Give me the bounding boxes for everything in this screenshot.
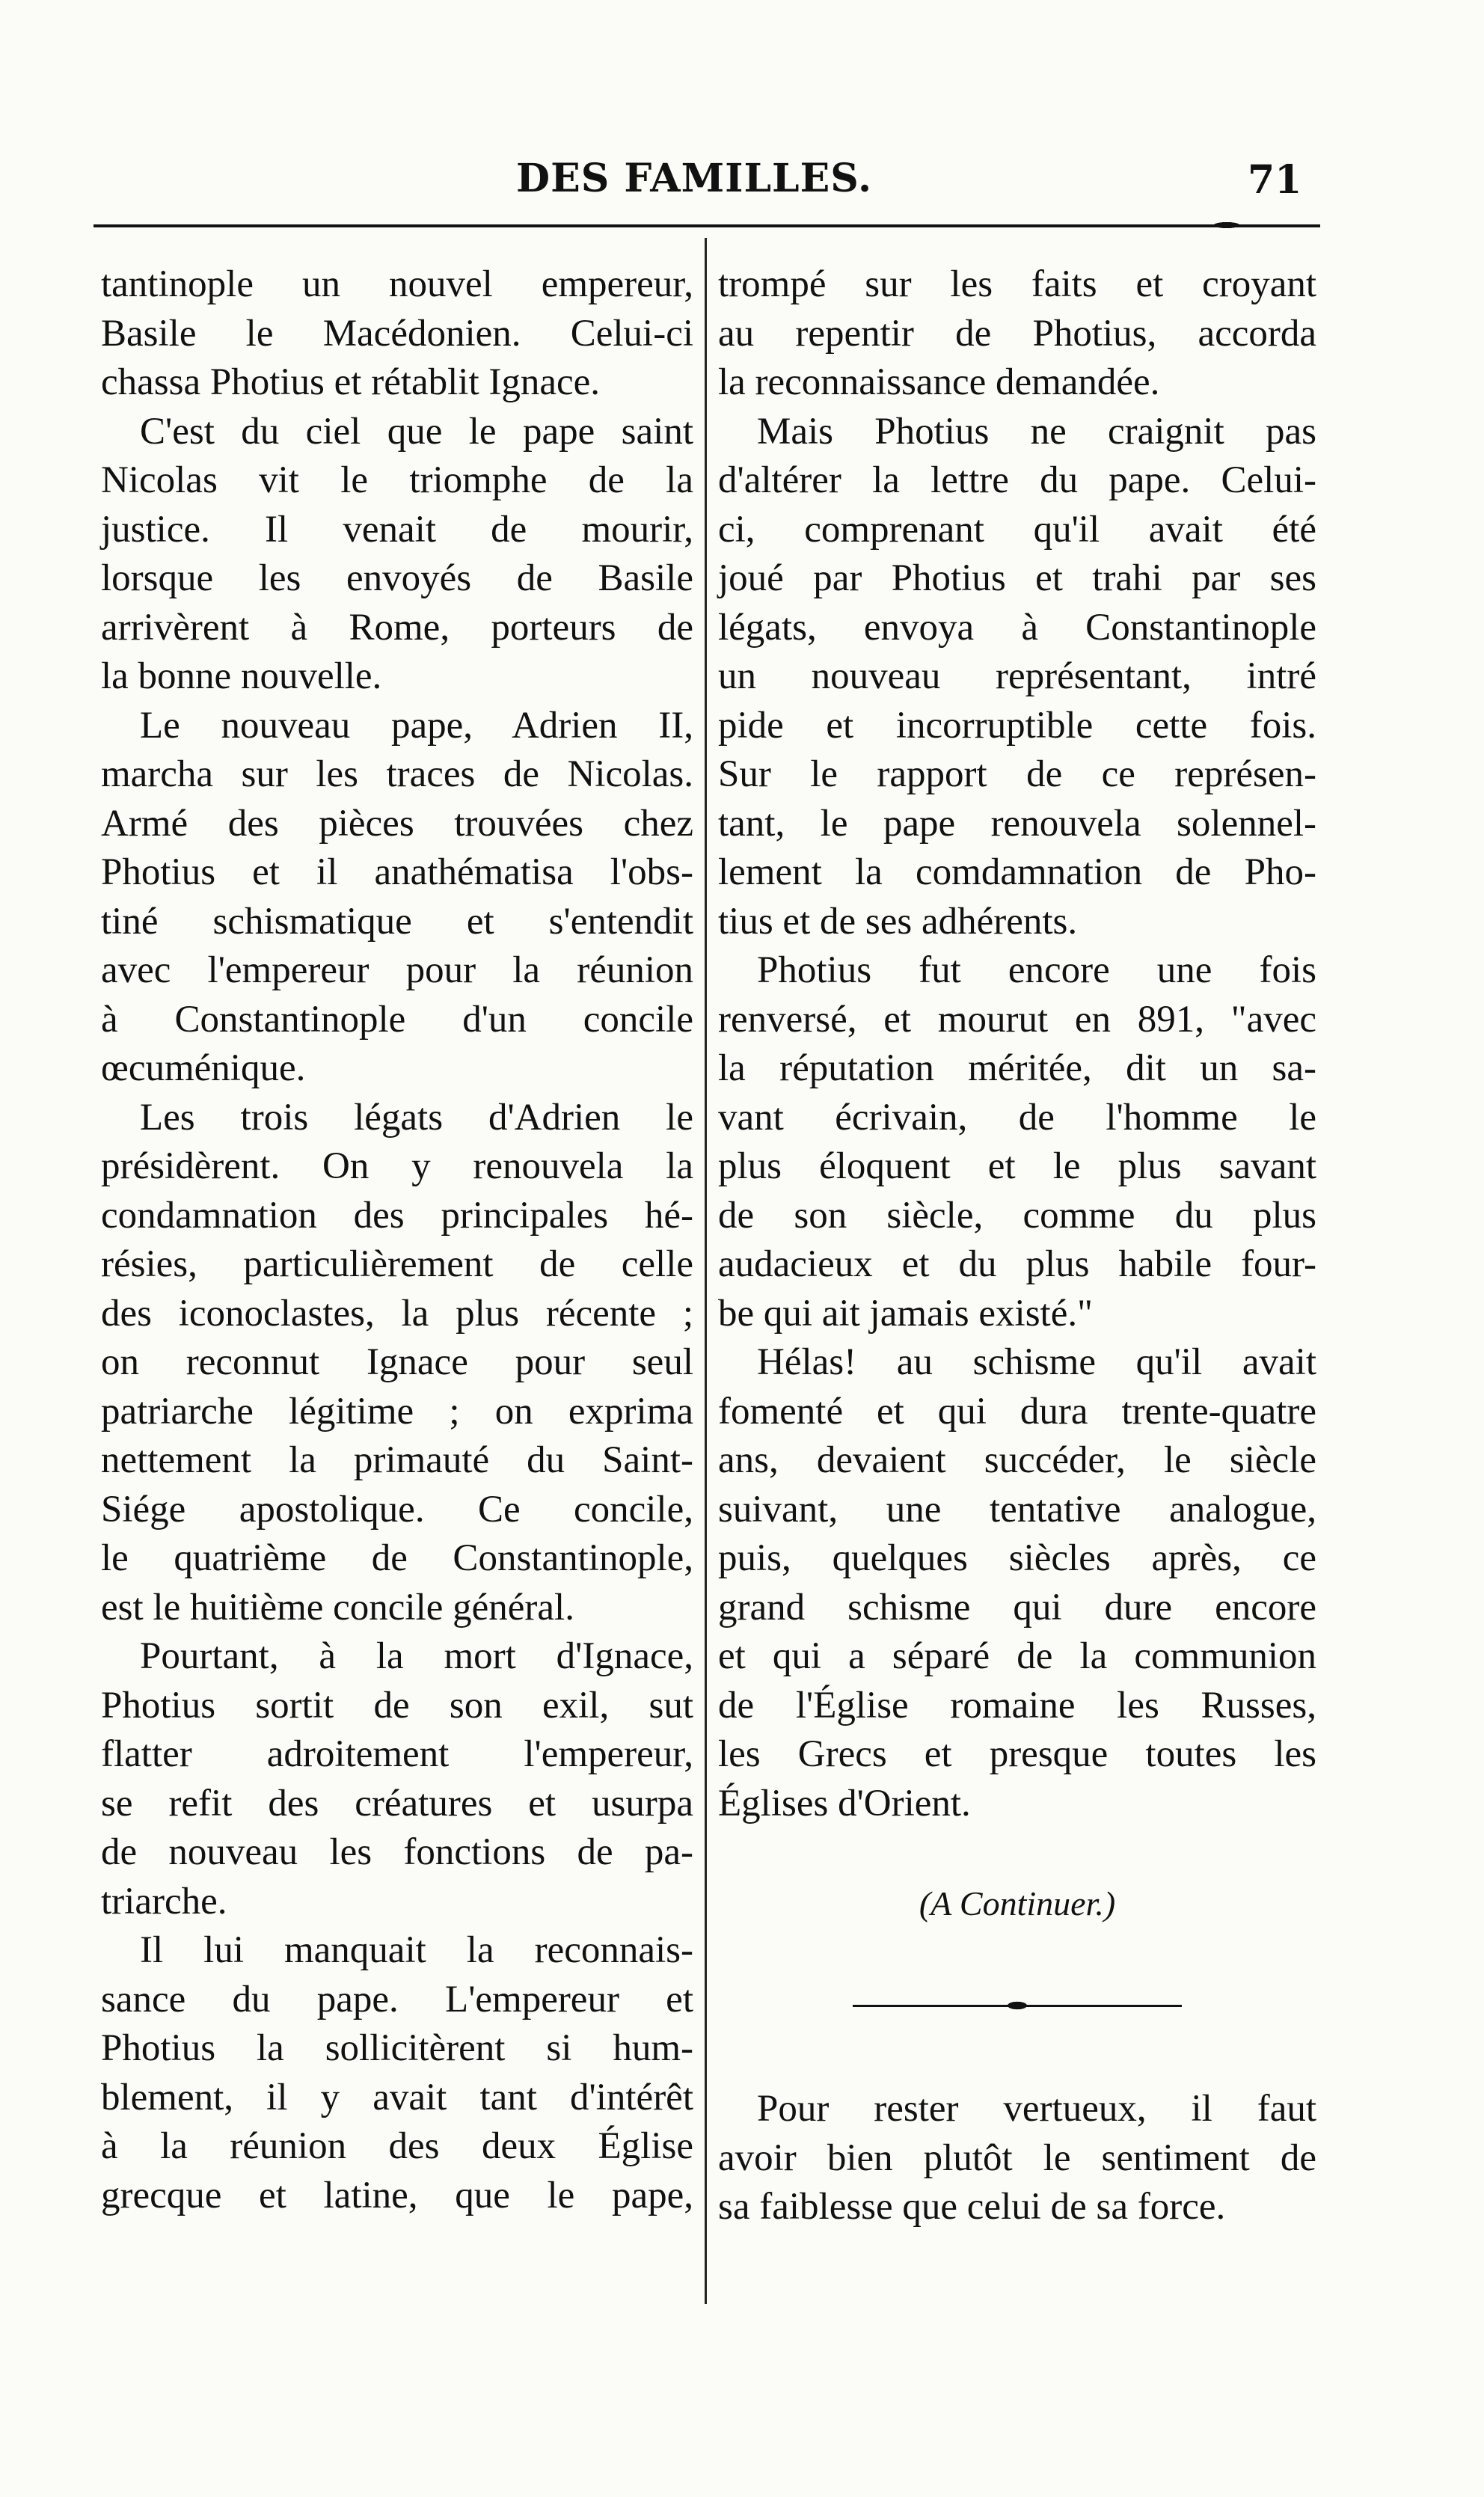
text-line: Pourtant, à la mort d'Ignace, [140, 1635, 693, 1677]
text-line: de l'Église romaine les Russes, [718, 1684, 1316, 1727]
text-line: la bonne nouvelle. [101, 655, 382, 697]
text-line: C'est du ciel que le pape saint [140, 410, 693, 453]
right-column [718, 260, 1316, 1828]
text-line: de son siècle, comme du plus [718, 1194, 1316, 1237]
text-line: grecque et latine, que le pape, [101, 2174, 693, 2216]
continue-note: (A Continuer.) [919, 1884, 1116, 1922]
closing-maxim [718, 2084, 1316, 2231]
text-line: tiné schismatique et s'entendit [101, 900, 693, 943]
text-line: des iconoclastes, la plus récente ; [101, 1292, 693, 1335]
text-line: condamnation des principales hé- [101, 1194, 693, 1237]
text-line: tius et de ses adhérents. [718, 900, 1078, 943]
page-number: 71 [1248, 157, 1302, 203]
text-line: marcha sur les traces de Nicolas. [101, 753, 693, 795]
text-line: d'altérer la lettre du pape. Celui- [718, 459, 1316, 501]
maxim-line: sa faiblesse que celui de sa force. [718, 2186, 1226, 2228]
text-line: les Grecs et presque toutes les [718, 1733, 1316, 1775]
text-line: chassa Photius et rétablit Ignace. [101, 361, 601, 403]
text-line: Sur le rapport de ce représen- [718, 753, 1316, 795]
text-line: Mais Photius ne craignit pas [757, 410, 1316, 453]
text-line: le quatrième de Constantinople, [101, 1537, 693, 1579]
text-line: joué par Photius et trahi par ses [718, 557, 1316, 599]
text-line: triarche. [101, 1880, 227, 1922]
text-line: arrivèrent à Rome, porteurs de [101, 606, 693, 649]
text-line: Photius la sollicitèrent si hum- [101, 2027, 693, 2069]
text-line: puis, quelques siècles après, ce [718, 1537, 1316, 1579]
text-line: lorsque les envoyés de Basile [101, 557, 693, 599]
text-line: la reconnaissance demandée. [718, 361, 1160, 403]
text-line: œcuménique. [101, 1047, 306, 1089]
text-line: nettement la primauté du Saint- [101, 1439, 693, 1481]
text-line: grand schisme qui dure encore [718, 1586, 1316, 1629]
text-line: fomenté et qui dura trente-quatre [718, 1390, 1316, 1433]
text-line: plus éloquent et le plus savant [718, 1145, 1316, 1187]
text-line: Les trois légats d'Adrien le [140, 1096, 693, 1139]
text-line: Le nouveau pape, Adrien II, [140, 704, 693, 747]
text-line: blement, il y avait tant d'intérêt [101, 2076, 693, 2118]
text-line: Basile le Macédonien. Celui-ci [101, 312, 693, 355]
text-line: et qui a séparé de la communion [718, 1635, 1316, 1677]
text-line: au repentir de Photius, accorda [718, 312, 1316, 355]
text-line: Hélas! au schisme qu'il avait [757, 1341, 1316, 1383]
text-line: à la réunion des deux Église [101, 2125, 693, 2167]
text-line: la réputation méritée, dit un sa- [718, 1047, 1316, 1089]
maxim-line: avoir bien plutôt le sentiment de [718, 2136, 1316, 2179]
text-line: Photius sortit de son exil, sut [101, 1684, 693, 1727]
text-line: vant écrivain, de l'homme le [718, 1096, 1316, 1139]
text-line: Siége apostolique. Ce concile, [101, 1488, 693, 1531]
text-line: renversé, et mourut en 891, "avec [718, 998, 1316, 1041]
text-line: tant, le pape renouvela solennel- [718, 802, 1316, 845]
text-line: Photius fut encore une fois [757, 949, 1316, 991]
text-line: Églises d'Orient. [718, 1782, 971, 1825]
text-line: flatter adroitement l'empereur, [101, 1733, 693, 1775]
maxim-line: Pour rester vertueux, il faut [757, 2088, 1316, 2130]
text-line: pide et incorruptible cette fois. [718, 704, 1316, 747]
text-line: ans, devaient succéder, le siècle [718, 1439, 1316, 1481]
header-rule [93, 224, 1320, 227]
text-line: on reconnut Ignace pour seul [101, 1341, 693, 1383]
text-line: est le huitième concile général. [101, 1586, 574, 1629]
column-divider [705, 238, 707, 2304]
text-line: Il lui manquait la reconnais- [140, 1929, 693, 1971]
text-line: audacieux et du plus habile four- [718, 1243, 1316, 1285]
text-line: Photius et il anathématisa l'obs- [101, 851, 693, 893]
text-line: avec l'empereur pour la réunion [101, 949, 693, 991]
text-line: trompé sur les faits et croyant [718, 263, 1316, 305]
text-line: sance du pape. L'empereur et [101, 1978, 693, 2020]
text-line: tantinople un nouvel empereur, [101, 263, 693, 305]
text-line: présidèrent. On y renouvela la [101, 1145, 693, 1187]
text-line: justice. Il venait de mourir, [101, 508, 693, 551]
text-line: suivant, une tentative analogue, [718, 1488, 1316, 1531]
text-line: Armé des pièces trouvées chez [101, 802, 693, 845]
text-line: ci, comprenant qu'il avait été [718, 508, 1316, 551]
text-line: à Constantinople d'un concile [101, 998, 693, 1041]
text-line: résies, particulièrement de celle [101, 1243, 693, 1285]
text-line: be qui ait jamais existé." [718, 1292, 1093, 1335]
header-rule-ornament [1204, 220, 1249, 230]
left-column [101, 260, 693, 2220]
text-line: de nouveau les fonctions de pa- [101, 1831, 693, 1873]
text-line: un nouveau représentant, intré [718, 655, 1316, 697]
running-title: DES FAMILLES. [516, 156, 873, 201]
text-line: lement la comdamnation de Pho- [718, 851, 1316, 893]
text-line: se refit des créatures et usurpa [101, 1782, 693, 1825]
text-line: patriarche légitime ; on exprima [101, 1390, 693, 1433]
text-line: Nicolas vit le triomphe de la [101, 459, 693, 501]
section-divider-ornament [1002, 2000, 1032, 2012]
text-line: légats, envoya à Constantinople [718, 606, 1316, 649]
